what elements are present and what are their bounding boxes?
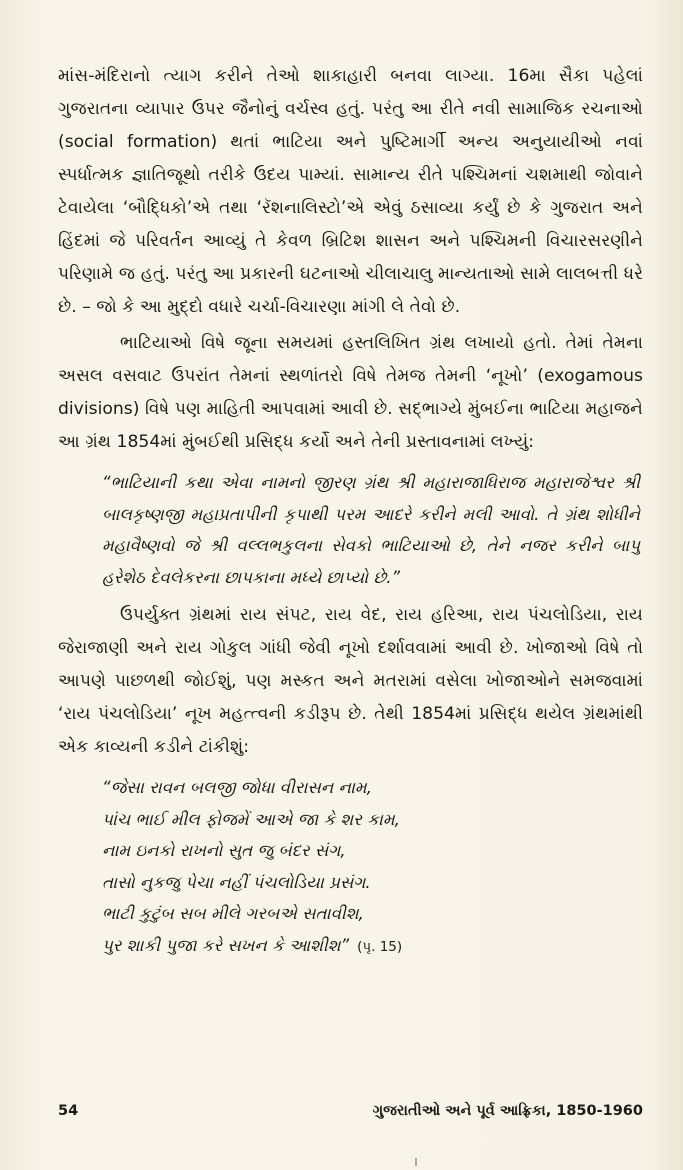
page-footer: [58, 1103, 643, 1127]
paragraph-1: માંસ-મંદિરાનો ત્યાગ કરીને તેઓ શાકાહારી બનવા લાગ્યા. 16મા સૈકા પહેલાં ગુજરાતના વ્યાપાર ઉપર જૈનોનું વર્ચસ્વ હતું. પરંતુ આ રીતે નવી સામાજિક રચનાઓ (social formation) થતાં ભાટિયા અને પુષ્ટિમાર્ગી અન્ય અનુયાયીઓ નવાં સ્પર્ધાત્મક જ્ઞાતિજૂથો તરીકે ઉદય પામ્યાં. સામાન્ય રીતે પશ્ચિમનાં ચશમાથી જોવાને ટેવાયેલા ‘બૌદ્ધિકો’એ તથા ‘રૅશનાલિસ્ટો’એ એવું ઠસાવ્યા કર્યું છે કે ગુજરાત અને હિંદમાં જે પરિવર્તન આવ્યું તે કેવળ બ્રિટિશ શાસન અને પશ્ચિમની વિચારસરણીને પરિણામે જ હતું. પરંતુ આ પ્રકારની ઘટનાઓ ચીલાચાલુ માન્યતાઓ સામે લાલબત્તી ધરે છે. – જો કે આ મુદ્દો વધારે ચર્ચા-વિચારણા માંગી લે તેવો છે.: [58, 66, 643, 317]
poem-line-4: તાસો નુકજુ પેચા નહીં પંચલોડિયા પ્રસંગ.: [102, 872, 371, 892]
poem-line-3: નામ ઇનકો રાખનો સુત જુ બંદર સંગ,: [102, 841, 346, 860]
page-body: [58, 60, 643, 963]
paragraph-2: ભાટિયાઓ વિષે જૂના સમયમાં હસ્તલિખિત ગ્રંથ લખાયો હતો. તેમાં તેમના અસલ વસવાટ ઉપરાંત તેમનાં સ્થળાંતરો વિષે તેમજ તેમની ‘નૂખો’ (exogamous divisions) વિષે પણ માહિતી આપવામાં આવી છે. સદ્‌ભાગ્યે મુંબઈના ભાટિયા મહાજને આ ગ્રંથ 1854માં મુંબઈથી પ્રસિદ્ધ કર્યો અને તેની પ્રસ્તાવનામાં લખ્યું:: [58, 333, 643, 452]
poem-line-5: ભાટી કુટુંબ સબ મીલે ગરબએ સતાવીશ,: [102, 904, 364, 923]
poem-reference: (પૃ. 15): [357, 938, 403, 955]
poem-verse: [102, 772, 643, 963]
poem-line-1: “જેસા રાવન બલજી જોધા વીરાસન નામ,: [102, 778, 372, 797]
poem-line-6-text: પુર શાકી પુજા કરે સખન કે આશીશ”: [102, 935, 350, 955]
block-quote: “ભાટિયાની કથા એવા નામનો જીરણ ગ્રંથ શ્રી મહારાજાધિરાજ મહારાજેશ્વર શ્રી બાલકૃષ્ણજી મહાપ્રતાપીની કૃપાથી પરમ આદરે કરીને મલી આવો. તે ગ્રંથ શોધીને મહાવૈષ્ણવો જે શ્રી વલ્લભકુલના સેવકો ભાટિયાઓ છે, તેને નજર કરીને બાપુ હરેશેઠ દેવલેકરના છાપકાના મધ્યે છાપ્યો છે.”: [102, 473, 640, 587]
poem-line-2: પાંચ ભાઈ મીલ ફોજમેં આએ જા કે શર કામ,: [102, 809, 400, 829]
poem-line-6: [102, 930, 643, 964]
running-title: ગુજરાતીઓ અને પૂર્વ આફ્રિકા, 1850-1960: [372, 1103, 643, 1119]
page-number: 54: [58, 1103, 79, 1119]
paragraph-3: ઉપર્યુક્ત ગ્રંથમાં રાય સંપટ, રાય વેદ, રાય હરિઆ, રાય પંચલોડિયા, રાય જેરાજાણી અને રાય ગોકુલ ગાંધી જેવી નૂખો દર્શાવવામાં આવી છે. ખોજાઓ વિષે તો આપણે પાછળથી જોઈશું, પણ મસ્કત અને મતરામાં વસેલા ખોજાઓને સમજવામાં ‘રાય પંચલોડિયા’ નૂખ મહત્ત્વની કડીરૂપ છે. તેથી 1854માં પ્રસિદ્ધ થયેલ ગ્રંથમાંથી એક કાવ્યની કડીને ટાંકીશું:: [58, 605, 643, 757]
page-edge-mark: [415, 1158, 417, 1166]
